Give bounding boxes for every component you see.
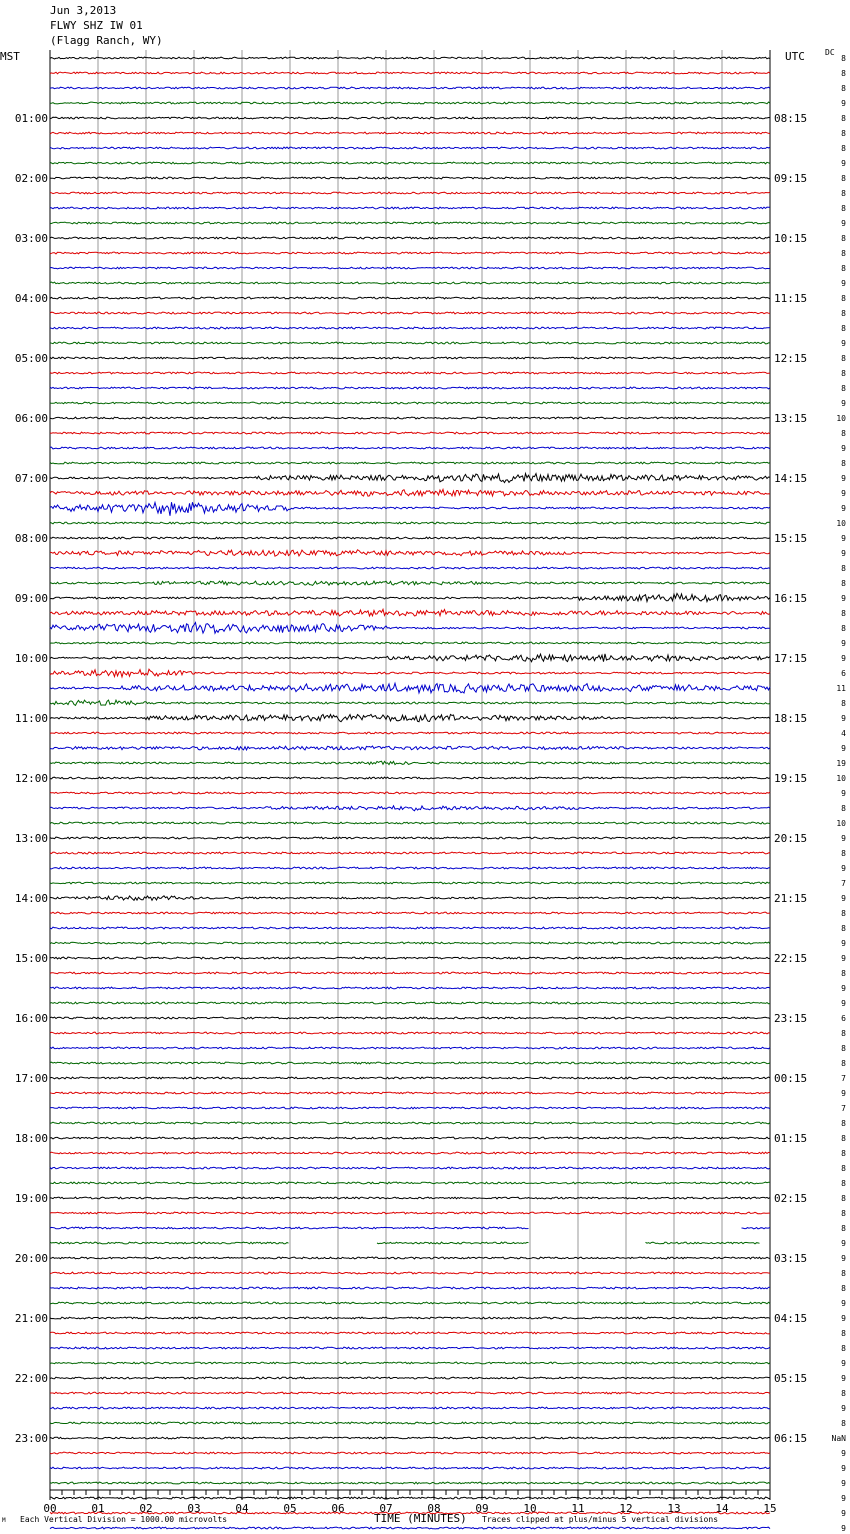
dc-offset-value: 9: [841, 834, 846, 843]
seismic-trace: [50, 1317, 770, 1319]
seismic-trace: [50, 642, 770, 644]
utc-hour-label: 20:15: [774, 832, 808, 845]
dc-offset-value: 8: [841, 924, 846, 933]
seismic-trace: [50, 1467, 770, 1469]
dc-offset-value: 8: [841, 969, 846, 978]
dc-offset-value: 7: [841, 879, 846, 888]
dc-offset-value: 8: [841, 1164, 846, 1173]
seismic-trace: [50, 867, 770, 869]
utc-hour-label: 03:15: [774, 1252, 808, 1265]
dc-offset-value: 9: [841, 339, 846, 348]
dc-offset-value: 6: [841, 1014, 846, 1023]
seismic-trace: [50, 581, 770, 585]
dc-offset-value: 9: [841, 99, 846, 108]
station-code: FLWY SHZ IW 01: [50, 19, 143, 32]
seismic-trace: [50, 896, 770, 901]
seismic-trace: [50, 987, 770, 989]
dc-offset-value: 9: [841, 1479, 846, 1488]
mst-hour-label: 04:00: [14, 292, 48, 305]
seismic-trace: [50, 282, 770, 284]
seismic-trace: [50, 357, 770, 359]
utc-hour-label: 15:15: [774, 532, 808, 545]
seismic-trace: [50, 1242, 760, 1244]
x-tick-label: 09: [475, 1502, 489, 1515]
dc-offset-value: 9: [841, 939, 846, 948]
seismic-trace: [50, 1347, 770, 1349]
utc-hour-label: 22:15: [774, 952, 808, 965]
seismic-trace: [50, 1422, 770, 1424]
mst-hour-label: 02:00: [14, 172, 48, 185]
seismic-trace: [50, 1212, 770, 1214]
seismic-trace: [50, 312, 770, 314]
dc-offset-value: 9: [841, 549, 846, 558]
dc-offset-value: 9: [841, 594, 846, 603]
mst-hour-label: 08:00: [14, 532, 48, 545]
dc-offset-value: 8: [841, 1389, 846, 1398]
dc-offset-value: 8: [841, 1344, 846, 1353]
dc-offset-value: 9: [841, 789, 846, 798]
seismic-trace: [50, 1152, 770, 1154]
seismic-trace: [50, 1407, 770, 1409]
dc-offset-value: 9: [841, 1404, 846, 1413]
seismic-trace: [50, 1197, 770, 1199]
mst-hour-label: 19:00: [14, 1192, 48, 1205]
dc-offset-value: 6: [841, 669, 846, 678]
seismic-trace: [50, 942, 770, 944]
seismic-trace: [50, 1497, 770, 1499]
mst-hour-label: 01:00: [14, 112, 48, 125]
seismic-trace: [50, 1107, 770, 1109]
dc-offset-value: 10: [836, 519, 846, 528]
dc-offset-value: 8: [841, 564, 846, 573]
seismic-trace: [50, 417, 770, 419]
dc-offset-value: 9: [841, 159, 846, 168]
seismic-trace: [50, 252, 770, 254]
seismic-trace: [50, 593, 770, 601]
x-tick-label: 01: [91, 1502, 105, 1515]
seismic-trace: [50, 132, 770, 134]
mst-hour-label: 05:00: [14, 352, 48, 365]
seismic-trace: [50, 297, 770, 299]
dc-offset-value: 8: [841, 384, 846, 393]
dc-offset-value: 8: [841, 1284, 846, 1293]
seismic-trace: [50, 777, 770, 779]
seismic-trace: [50, 761, 770, 764]
dc-offset-value: 9: [841, 894, 846, 903]
seismic-trace: [50, 502, 770, 516]
seismic-trace: [50, 474, 770, 483]
mst-hour-label: 15:00: [14, 952, 48, 965]
seismic-trace: [50, 654, 770, 662]
seismic-trace: [50, 117, 770, 119]
seismic-trace: [50, 387, 770, 389]
seismic-trace: [50, 1302, 770, 1304]
dc-offset-value: 9: [841, 999, 846, 1008]
seismic-trace: [50, 683, 770, 693]
seismic-trace: [50, 732, 770, 734]
dc-offset-value: 9: [841, 1089, 846, 1098]
utc-hour-label: 11:15: [774, 292, 808, 305]
seismic-trace: [50, 700, 770, 705]
seismic-trace: [50, 1122, 770, 1124]
dc-offset-value: 9: [841, 1359, 846, 1368]
seismic-trace: [50, 1452, 770, 1454]
seismic-trace: [50, 1047, 770, 1049]
dc-offset-value: 8: [841, 804, 846, 813]
utc-hour-label: 01:15: [774, 1132, 808, 1145]
seismic-trace: [50, 447, 770, 449]
seismic-trace: [50, 1482, 770, 1484]
dc-offset-value: 8: [841, 204, 846, 213]
dc-offset-value: 8: [841, 1119, 846, 1128]
seismic-trace: [50, 567, 770, 569]
x-tick-label: 12: [619, 1502, 633, 1515]
utc-hour-label: 18:15: [774, 712, 808, 725]
seismic-trace: [50, 207, 770, 209]
seismic-trace: [50, 550, 770, 556]
dc-offset-value: 8: [841, 1269, 846, 1278]
utc-hour-label: 17:15: [774, 652, 808, 665]
utc-hour-label: 02:15: [774, 1192, 808, 1205]
x-tick-label: 15: [763, 1502, 777, 1515]
dc-offset-value: 8: [841, 54, 846, 63]
seismic-trace: [50, 1002, 770, 1004]
seismic-trace: [50, 72, 770, 74]
dc-offset-value: 8: [841, 1044, 846, 1053]
mst-hour-label: 20:00: [14, 1252, 48, 1265]
dc-offset-value: 9: [841, 864, 846, 873]
dc-offset-value: 8: [841, 129, 846, 138]
seismic-trace: [50, 623, 770, 634]
seismic-trace: [50, 489, 770, 496]
x-tick-label: 11: [571, 1502, 585, 1515]
dc-offset-value: 8: [841, 369, 846, 378]
seismic-trace: [50, 837, 770, 839]
seismic-trace: [50, 522, 770, 524]
seismic-trace: [50, 912, 770, 914]
dc-offset-value: 8: [841, 144, 846, 153]
x-tick-label: 04: [235, 1502, 249, 1515]
dc-offset-value: 8: [841, 174, 846, 183]
utc-hour-label: 09:15: [774, 172, 808, 185]
dc-offset-value: 10: [836, 819, 846, 828]
dc-offset-value: 9: [841, 1509, 846, 1518]
x-tick-label: 05: [283, 1502, 297, 1515]
dc-offset-value: 8: [841, 1209, 846, 1218]
seismic-trace: [50, 327, 770, 329]
station-location: (Flagg Ranch, WY): [50, 34, 163, 47]
dc-offset-value: 4: [841, 729, 846, 738]
dc-offset-value: 8: [841, 189, 846, 198]
seismic-trace: [50, 822, 770, 824]
utc-hour-label: 10:15: [774, 232, 808, 245]
x-tick-label: 13: [667, 1502, 681, 1515]
x-tick-label: 02: [139, 1502, 153, 1515]
dc-offset-value: 9: [841, 1299, 846, 1308]
mst-hour-label: 12:00: [14, 772, 48, 785]
seismic-trace: [50, 372, 770, 374]
dc-offset-value: 8: [841, 1179, 846, 1188]
dc-offset-value: 9: [841, 1254, 846, 1263]
seismic-trace: [50, 714, 770, 721]
seismic-trace: [50, 1017, 770, 1019]
dc-offset-value: 8: [841, 84, 846, 93]
dc-offset-value: 9: [841, 1449, 846, 1458]
seismic-trace: [50, 1137, 770, 1139]
utc-hour-label: 12:15: [774, 352, 808, 365]
dc-offset-value: 8: [841, 909, 846, 918]
mst-hour-label: 18:00: [14, 1132, 48, 1145]
dc-offset-value: 8: [841, 1224, 846, 1233]
seismic-trace: [50, 609, 770, 616]
seismic-trace: [50, 192, 770, 194]
seismic-trace: [50, 147, 770, 149]
scale-note: Each Vertical Division = 1000.00 microvolts: [20, 1515, 228, 1524]
dc-offset-value: 9: [841, 1494, 846, 1503]
seismic-trace: [50, 57, 770, 59]
mst-axis-label: MST: [0, 50, 20, 63]
seismic-trace: [50, 852, 770, 854]
x-tick-label: 10: [523, 1502, 537, 1515]
seismic-trace: [50, 1182, 770, 1184]
x-tick-label: 08: [427, 1502, 441, 1515]
x-tick-label: 03: [187, 1502, 201, 1515]
dc-offset-value: 8: [841, 309, 846, 318]
mst-hour-label: 03:00: [14, 232, 48, 245]
dc-offset-value: 9: [841, 1314, 846, 1323]
dc-label: DC: [825, 48, 835, 57]
seismic-trace: [50, 402, 770, 404]
mst-hour-label: 14:00: [14, 892, 48, 905]
dc-offset-value: 7: [841, 1074, 846, 1083]
dc-offset-value: 8: [841, 324, 846, 333]
seismic-trace: [50, 1362, 770, 1364]
dc-offset-value: 8: [841, 249, 846, 258]
utc-hour-label: 05:15: [774, 1372, 808, 1385]
seismic-trace: [50, 1527, 770, 1529]
x-axis-title: TIME (MINUTES): [374, 1512, 467, 1525]
dc-offset-value: 9: [841, 399, 846, 408]
dc-offset-value: 10: [836, 414, 846, 423]
corner-mark: M: [2, 1517, 6, 1524]
utc-hour-label: 08:15: [774, 112, 808, 125]
dc-offset-value: 8: [841, 1059, 846, 1068]
dc-offset-value: 11: [836, 684, 846, 693]
mst-hour-label: 11:00: [14, 712, 48, 725]
mst-hour-label: 07:00: [14, 472, 48, 485]
dc-offset-value: 9: [841, 639, 846, 648]
dc-offset-value: 8: [841, 264, 846, 273]
seismic-trace: [50, 1227, 770, 1229]
dc-offset-value: 8: [841, 849, 846, 858]
seismic-trace: [50, 222, 770, 224]
seismic-trace: [50, 1077, 770, 1079]
dc-offset-value: 9: [841, 489, 846, 498]
dc-offset-value: 8: [841, 234, 846, 243]
seismic-trace: [50, 1062, 770, 1064]
dc-offset-value: 7: [841, 1104, 846, 1113]
seismic-trace: [50, 87, 770, 89]
utc-hour-label: 19:15: [774, 772, 808, 785]
dc-offset-value: 8: [841, 69, 846, 78]
utc-axis-label: UTC: [785, 50, 805, 63]
seismic-trace: [50, 1287, 770, 1289]
dc-offset-value: 8: [841, 1194, 846, 1203]
dc-offset-value: 19: [836, 759, 846, 768]
mst-hour-label: 23:00: [14, 1432, 48, 1445]
mst-hour-label: 06:00: [14, 412, 48, 425]
dc-offset-value: 8: [841, 1134, 846, 1143]
dc-offset-value: 9: [841, 1524, 846, 1533]
dc-offset-value: 9: [841, 534, 846, 543]
seismic-trace: [50, 1257, 770, 1259]
dc-offset-value: 8: [841, 1149, 846, 1158]
seismic-trace: [50, 1167, 770, 1169]
dc-offset-value: 8: [841, 579, 846, 588]
utc-hour-label: 06:15: [774, 1432, 808, 1445]
dc-offset-value: 9: [841, 219, 846, 228]
dc-offset-value: 8: [841, 609, 846, 618]
seismic-trace: [50, 972, 770, 974]
seismic-trace: [50, 162, 770, 164]
dc-offset-value: 9: [841, 744, 846, 753]
seismic-trace: [50, 669, 770, 677]
seismic-trace: [50, 177, 770, 179]
seismic-trace: [50, 102, 770, 104]
mst-hour-label: 16:00: [14, 1012, 48, 1025]
dc-offset-value: 8: [841, 294, 846, 303]
utc-hour-label: 13:15: [774, 412, 808, 425]
x-tick-label: 14: [715, 1502, 729, 1515]
mst-hour-label: 10:00: [14, 652, 48, 665]
utc-hour-label: 23:15: [774, 1012, 808, 1025]
utc-hour-label: 21:15: [774, 892, 808, 905]
utc-hour-label: 00:15: [774, 1072, 808, 1085]
dc-offset-value: 9: [841, 1464, 846, 1473]
dc-offset-value: 8: [841, 624, 846, 633]
dc-offset-value: 8: [841, 1329, 846, 1338]
seismic-trace: [50, 1437, 770, 1439]
x-tick-label: 00: [43, 1502, 57, 1515]
seismic-trace: [50, 746, 770, 750]
mst-hour-label: 22:00: [14, 1372, 48, 1385]
dc-offset-value: 9: [841, 654, 846, 663]
dc-offset-value: 9: [841, 1374, 846, 1383]
dc-offset-value: 9: [841, 474, 846, 483]
recording-date: Jun 3,2013: [50, 4, 117, 17]
seismic-trace: [50, 237, 770, 239]
seismic-trace: [50, 1272, 770, 1274]
dc-offset-value: 10: [836, 774, 846, 783]
x-tick-label: 07: [379, 1502, 393, 1515]
dc-offset-value: 8: [841, 354, 846, 363]
seismic-trace: [50, 1377, 770, 1379]
mst-hour-label: 09:00: [14, 592, 48, 605]
dc-offset-value: 9: [841, 984, 846, 993]
mst-hour-label: 13:00: [14, 832, 48, 845]
dc-offset-value: 8: [841, 1419, 846, 1428]
utc-hour-label: 14:15: [774, 472, 808, 485]
dc-offset-value: 8: [841, 114, 846, 123]
clip-note: Traces clipped at plus/minus 5 vertical divisions: [482, 1515, 719, 1524]
dc-offset-value: 9: [841, 444, 846, 453]
seismic-trace: [50, 957, 770, 959]
mst-hour-label: 21:00: [14, 1312, 48, 1325]
dc-offset-value: 9: [841, 504, 846, 513]
seismic-trace: [50, 792, 770, 794]
dc-offset-value: 9: [841, 1239, 846, 1248]
seismic-trace: [50, 342, 770, 344]
seismic-trace: [50, 806, 770, 811]
dc-offset-value: 9: [841, 954, 846, 963]
dc-offset-value: 8: [841, 459, 846, 468]
seismic-trace: [50, 462, 770, 464]
dc-offset-value: 8: [841, 699, 846, 708]
seismic-trace: [50, 432, 770, 434]
seismic-trace: [50, 1332, 770, 1334]
seismic-trace: [50, 267, 770, 269]
seismic-trace: [50, 882, 770, 884]
seismic-trace: [50, 1032, 770, 1034]
dc-offset-value: 8: [841, 429, 846, 438]
dc-offset-value: NaN: [831, 1434, 846, 1443]
utc-hour-label: 04:15: [774, 1312, 808, 1325]
x-tick-label: 06: [331, 1502, 345, 1515]
utc-hour-label: 16:15: [774, 592, 808, 605]
seismic-trace: [50, 1392, 770, 1394]
dc-offset-value: 8: [841, 1029, 846, 1038]
seismic-trace: [50, 927, 770, 929]
mst-hour-label: 17:00: [14, 1072, 48, 1085]
dc-offset-value: 9: [841, 714, 846, 723]
seismic-trace: [50, 537, 770, 539]
seismic-trace: [50, 1092, 770, 1094]
dc-offset-value: 9: [841, 279, 846, 288]
